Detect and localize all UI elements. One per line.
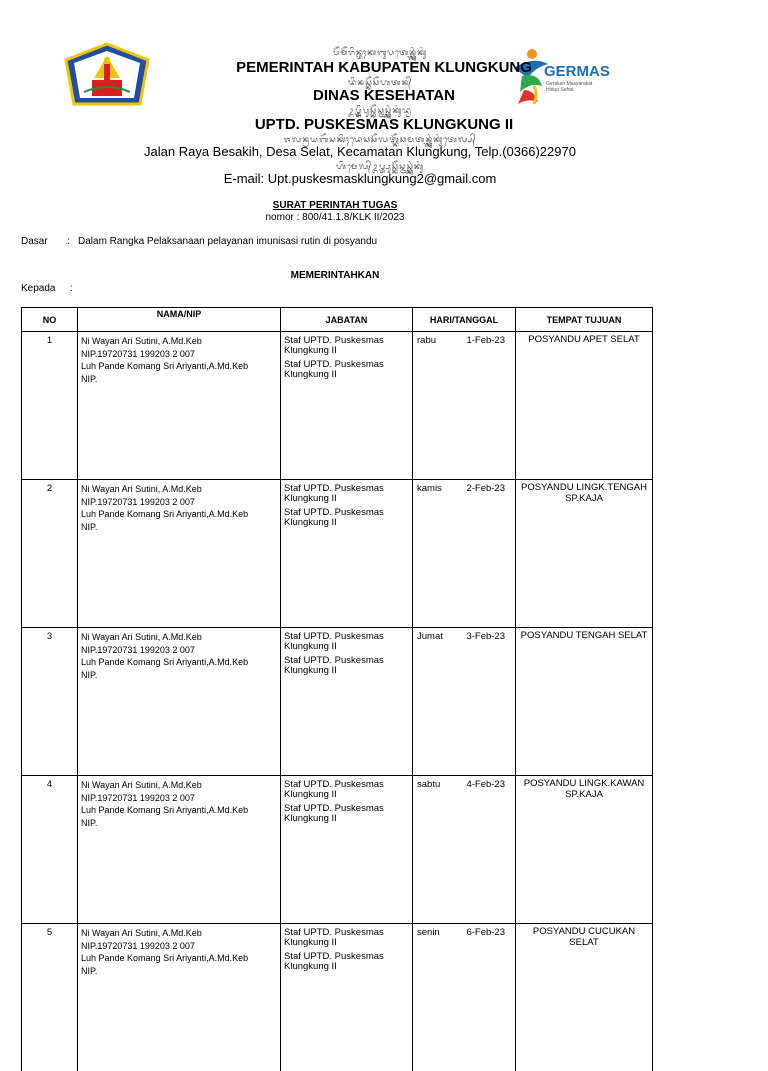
staff-name-2: Luh Pande Komang Sri Ariyanti,A.Md.Keb — [81, 804, 278, 817]
cell-hari-tanggal — [413, 924, 516, 1071]
date: 4-Feb-23 — [466, 779, 505, 790]
balinese-script-uptd: ᬉᬧ᭄ᬢ᭄ᬤᬶᬧᬸᬲ᭄ᬓᭂᬲ᭄ᬫᬲ᭄ᬓ᭄ᬮᬸᬂᬓᬸᬂᬤ᭄ᬯ — [160, 104, 600, 119]
balinese-script-dinas: ᬤᬶᬦᬲ᭄ᬓᭂᬲᭂᬳᬢᬦ᭄ — [160, 76, 600, 91]
staff-nip-1: NIP.19720731 199203 2 007 — [81, 792, 278, 805]
position-2: Staf UPTD. Puskesmas Klungkung II — [284, 804, 410, 824]
cell-nama-nip — [78, 480, 281, 628]
cell-tempat-tujuan: POSYANDU LINGK.TENGAH SP.KAJA — [516, 480, 653, 628]
position-1: Staf UPTD. Puskesmas Klungkung II — [284, 928, 410, 948]
cell-hari-tanggal — [413, 628, 516, 776]
staff-name-1: Ni Wayan Ari Sutini, A.Md.Keb — [81, 335, 278, 348]
dasar-separator: : — [67, 236, 70, 247]
document-number: nomor : 800/41.1.8/KLK II/2023 — [200, 212, 470, 223]
assignment-table — [21, 307, 653, 1071]
svg-text:GERMAS: GERMAS — [544, 63, 610, 80]
cell-hari-tanggal — [413, 776, 516, 924]
table-row — [22, 924, 653, 1071]
kepada-label: Kepada — [21, 283, 55, 294]
staff-nip-1: NIP.19720731 199203 2 007 — [81, 644, 278, 657]
day: senin — [417, 927, 440, 938]
staff-name-2: Luh Pande Komang Sri Ariyanti,A.Md.Keb — [81, 508, 278, 521]
table-row — [22, 776, 653, 924]
command-heading: MEMERINTAHKAN — [200, 270, 470, 281]
kepada-separator: : — [70, 283, 73, 294]
government-name: PEMERINTAH KABUPATEN KLUNGKUNG — [150, 59, 618, 76]
date: 3-Feb-23 — [466, 631, 505, 642]
header-jabatan: JABATAN — [281, 308, 413, 332]
table-header-row — [22, 308, 653, 332]
cell-jabatan — [281, 480, 413, 628]
staff-nip-2: NIP. — [81, 521, 278, 534]
dinas-name: DINAS KESEHATAN — [150, 87, 618, 104]
position-2: Staf UPTD. Puskesmas Klungkung II — [284, 952, 410, 972]
svg-text:Hidup Sehat: Hidup Sehat — [546, 87, 574, 93]
cell-tempat-tujuan: POSYANDU CUCUKAN SELAT — [516, 924, 653, 1071]
office-address: Jalan Raya Besakih, Desa Selat, Kecamatan Klungkung, Telp.(0366)22970 — [90, 144, 630, 159]
position-1: Staf UPTD. Puskesmas Klungkung II — [284, 632, 410, 652]
day: rabu — [417, 335, 436, 346]
cell-nama-nip — [78, 332, 281, 480]
cell-no: 1 — [22, 332, 78, 480]
header-tempat-tujuan: TEMPAT TUJUAN — [516, 308, 653, 332]
staff-nip-2: NIP. — [81, 669, 278, 682]
dasar-label: Dasar — [21, 236, 48, 247]
date: 1-Feb-23 — [466, 335, 505, 346]
cell-no: 2 — [22, 480, 78, 628]
staff-nip-2: NIP. — [81, 373, 278, 386]
cell-nama-nip — [78, 924, 281, 1071]
cell-nama-nip — [78, 628, 281, 776]
balinese-script-address: ᬚᬮᬦ᭄ᬭᬬᬩᭂᬲᬓᬶᬄᬤᬾᬲᬲᭂᬮᬢ᭄ᬓᭂᬘᬫᬢᬦ᭄ᬓ᭄ᬮᬸᬂᬓᬸᬂᬢᬾᬮ᭄ᬧ᭄ — [160, 133, 600, 148]
table-row — [22, 332, 653, 480]
staff-nip-2: NIP. — [81, 965, 278, 978]
office-email: E-mail: Upt.puskesmasklungkung2@gmail.com — [90, 171, 630, 186]
position-1: Staf UPTD. Puskesmas Klungkung II — [284, 484, 410, 504]
position-2: Staf UPTD. Puskesmas Klungkung II — [284, 360, 410, 380]
staff-name-2: Luh Pande Komang Sri Ariyanti,A.Md.Keb — [81, 360, 278, 373]
cell-jabatan — [281, 924, 413, 1071]
staff-name-1: Ni Wayan Ari Sutini, A.Md.Keb — [81, 631, 278, 644]
balinese-script-government: ᬧᭂᬫᭂᬭᬶᬦ᭄ᬢᬄᬓᬩᬸᬧᬢᬾᬦ᭄ᬓ᭄ᬮᬸᬂᬓᬸᬂ — [160, 46, 600, 61]
staff-name-1: Ni Wayan Ari Sutini, A.Md.Keb — [81, 927, 278, 940]
header-hari-tanggal: HARI/TANGGAL — [413, 308, 516, 332]
staff-name-1: Ni Wayan Ari Sutini, A.Md.Keb — [81, 779, 278, 792]
staff-nip-1: NIP.19720731 199203 2 007 — [81, 940, 278, 953]
staff-nip-1: NIP.19720731 199203 2 007 — [81, 348, 278, 361]
header-nama-nip: NAMA/NIP — [78, 308, 281, 332]
document-title: SURAT PERINTAH TUGAS — [200, 200, 470, 211]
dasar-text: Dalam Rangka Pelaksanaan pelayanan imunisasi rutin di posyandu — [78, 236, 377, 247]
day: kamis — [417, 483, 442, 494]
day: sabtu — [417, 779, 440, 790]
cell-no: 3 — [22, 628, 78, 776]
cell-jabatan — [281, 628, 413, 776]
svg-text:Gerakan Masyarakat: Gerakan Masyarakat — [546, 81, 593, 87]
staff-name-2: Luh Pande Komang Sri Ariyanti,A.Md.Keb — [81, 952, 278, 965]
cell-no: 5 — [22, 924, 78, 1071]
staff-nip-1: NIP.19720731 199203 2 007 — [81, 496, 278, 509]
staff-name-1: Ni Wayan Ari Sutini, A.Md.Keb — [81, 483, 278, 496]
header-no: NO — [22, 308, 78, 332]
staff-name-2: Luh Pande Komang Sri Ariyanti,A.Md.Keb — [81, 656, 278, 669]
balinese-script-email: ᬳᬶᬫᬾᬮ᭄ᬉᬧ᭄ᬢ᭄ᬧᬸᬲ᭄ᬓᭂᬲ᭄ᬫᬲ᭄ᬓ᭄ᬮᬸᬂᬓᬸᬂ — [160, 160, 600, 175]
uptd-name: UPTD. PUSKESMAS KLUNGKUNG II — [150, 116, 618, 133]
day: Jumat — [417, 631, 443, 642]
position-2: Staf UPTD. Puskesmas Klungkung II — [284, 656, 410, 676]
position-2: Staf UPTD. Puskesmas Klungkung II — [284, 508, 410, 528]
staff-nip-2: NIP. — [81, 817, 278, 830]
cell-jabatan — [281, 776, 413, 924]
cell-no: 4 — [22, 776, 78, 924]
table-row — [22, 628, 653, 776]
cell-tempat-tujuan: POSYANDU APET SELAT — [516, 332, 653, 480]
cell-hari-tanggal — [413, 480, 516, 628]
cell-tempat-tujuan: POSYANDU LINGK.KAWAN SP.KAJA — [516, 776, 653, 924]
cell-jabatan — [281, 332, 413, 480]
position-1: Staf UPTD. Puskesmas Klungkung II — [284, 780, 410, 800]
position-1: Staf UPTD. Puskesmas Klungkung II — [284, 336, 410, 356]
cell-nama-nip — [78, 776, 281, 924]
cell-tempat-tujuan: POSYANDU TENGAH SELAT — [516, 628, 653, 776]
klungkung-regency-logo — [64, 42, 150, 110]
cell-hari-tanggal — [413, 332, 516, 480]
date: 2-Feb-23 — [466, 483, 505, 494]
table-row — [22, 480, 653, 628]
date: 6-Feb-23 — [466, 927, 505, 938]
